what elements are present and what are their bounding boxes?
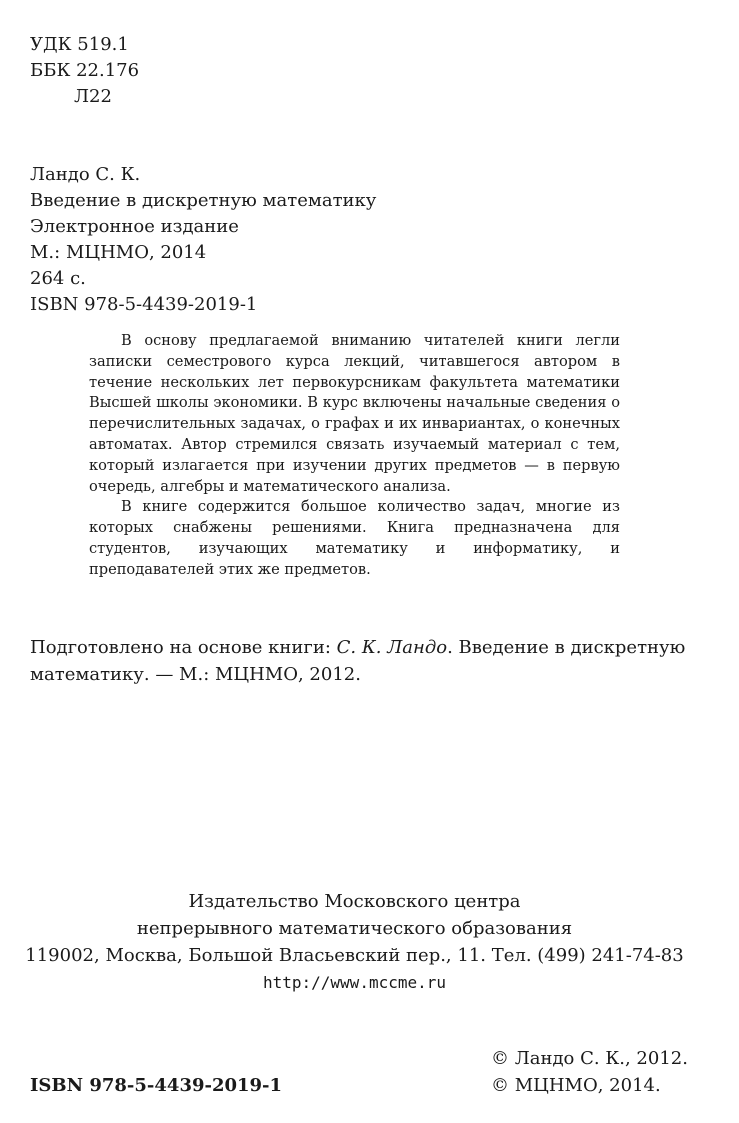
copyright-publisher: © МЦНМО, 2014. — [491, 1075, 661, 1096]
publisher-line-1: Издательство Московского центра — [188, 891, 521, 912]
footer-isbn: ISBN 978-5-4439-2019-1 — [30, 1075, 283, 1096]
classification-codes — [30, 32, 139, 110]
copyright-block — [491, 1045, 688, 1099]
prepared-author: С. К. Ландо — [336, 637, 448, 658]
copyright-author: © Ландо С. К., 2012. — [491, 1048, 688, 1069]
author-mark: Л22 — [74, 86, 112, 107]
prepared-rest: . Введение в дискретную математику. — М.: МЦНМО, 2012. — [30, 637, 686, 685]
edition-note: Электронное издание — [30, 216, 239, 237]
publisher-info — [0, 888, 709, 996]
publisher-address: 119002, Москва, Большой Власьевский пер., 11. Тел. (499) 241-74-83 — [25, 945, 684, 966]
isbn-line: ISBN 978-5-4439-2019-1 — [30, 294, 258, 315]
udk-code: УДК 519.1 — [30, 34, 129, 55]
page-count: 264 с. — [30, 268, 86, 289]
imprint-line: М.: МЦНМО, 2014 — [30, 242, 207, 263]
prepared-from-note — [30, 634, 710, 688]
book-title: Введение в дискретную математику — [30, 190, 377, 211]
bbk-code: ББК 22.176 — [30, 60, 140, 81]
author-name: Ландо С. К. — [30, 164, 141, 185]
annotation-paragraph: В основу предлагаемой вниманию читателей книги легли записки семестрового курса лекций, читавшегося автором в течение нескольких лет первокурсникам факультета математики Высшей школы экономики. В курс включены начальные сведения о перечислительных задачах, о графах и их инвариантах, о конечных автоматах. Автор стремился связать изучаемый материал с тем, который излагается при изучении других предметов — в первую очередь, алгебры и математического анализа. — [89, 332, 620, 495]
annotation — [89, 331, 620, 581]
publisher-line-2: непрерывного математического образования — [136, 918, 573, 939]
prepared-prefix: Подготовлено на основе книги: — [30, 637, 337, 658]
annotation-paragraph: В книге содержится большое количество задач, многие из которых снабжены решениями. Книга предназначена для студентов, изучающих математику и информатику, и преподавателей этих же предметов. — [89, 498, 620, 578]
publisher-url[interactable]: http://www.mccme.ru — [262, 973, 447, 992]
bibliographic-record — [30, 162, 376, 318]
